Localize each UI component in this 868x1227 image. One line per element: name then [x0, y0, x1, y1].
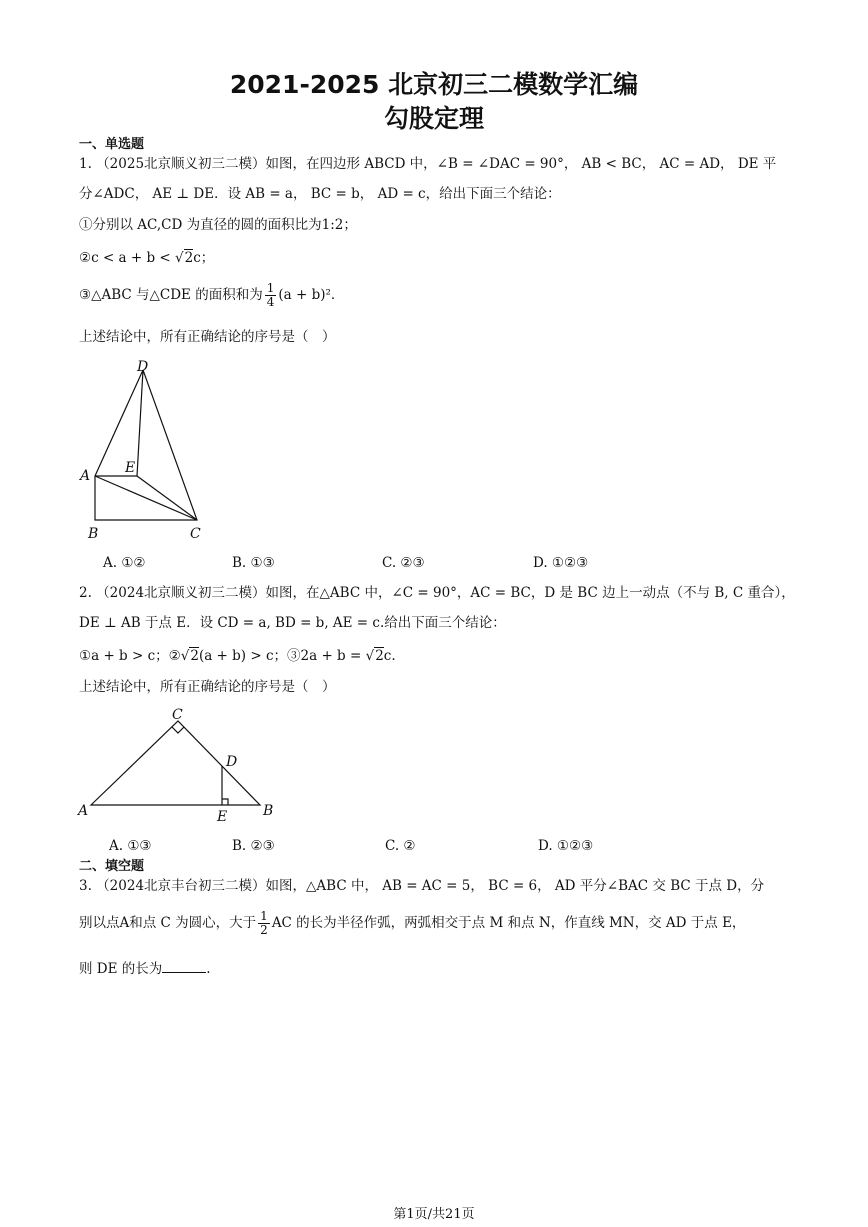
q2-l3-radicand-1: 2 — [190, 648, 199, 664]
q1-option-a[interactable]: A. ①② — [103, 555, 146, 571]
q1-c3-denominator: 4 — [266, 295, 275, 310]
q1-c3-numerator: 1 — [266, 281, 275, 295]
q3-answer-blank[interactable] — [162, 960, 206, 973]
q3-l3-end: . — [206, 961, 211, 977]
q1-conclusion-3 — [79, 282, 344, 309]
q2-option-b[interactable]: B. ②③ — [232, 838, 275, 854]
q2-right-angle-c — [172, 727, 184, 733]
q2-l3-a: ①a + b > c；②√ — [79, 648, 190, 664]
q1-c2-radicand: 2 — [184, 250, 194, 266]
q2-label-a: A — [78, 803, 89, 819]
q1-label-e: E — [125, 460, 136, 476]
q1-option-b[interactable]: B. ①③ — [232, 555, 275, 571]
q2-line3 — [79, 650, 396, 664]
q3-line1: 3. （2024北京丰台初三二模）如图，△ABC 中， AB = AC = 5， BC = 6， AD 平分∠BAC 交 BC 于点 D，分 — [79, 878, 765, 894]
q2-option-c[interactable]: C. ② — [385, 838, 416, 854]
q1-option-c[interactable]: C. ②③ — [382, 555, 425, 571]
q1-c2-post: c； — [193, 250, 215, 266]
q2-line1: 2. （2024北京顺义初三二模）如图，在△ABC 中，∠C = 90°，AC = BC，D 是 BC 边上一动点（不与 B, C 重合）， — [79, 585, 795, 601]
q2-option-a[interactable]: A. ①③ — [109, 838, 152, 854]
q2-label-c: C — [172, 707, 183, 723]
q2-option-d[interactable]: D. ①②③ — [538, 838, 594, 854]
page-number: 第1页/共21页 — [393, 1207, 475, 1222]
q3-line2 — [79, 910, 745, 937]
q1-c3-pre: ③△ABC 与△CDE 的面积和为 — [79, 287, 263, 304]
q1-figure — [70, 355, 220, 545]
page-subtitle: 勾股定理 — [383, 104, 484, 133]
q2-right-angle-e — [222, 799, 228, 805]
q2-l3-radicand-2: 2 — [375, 648, 384, 664]
q2-line2: DE ⊥ AB 于点 E．设 CD = a, BD = b, AE = c.给出下面三个结论： — [79, 615, 506, 631]
q1-line1: 1. （2025北京顺义初三二模）如图，在四边形 ABCD 中，∠B = ∠DAC = 90°， AB < BC， AC = AD， DE 平 — [79, 156, 777, 172]
q1-line2: 分∠ADC， AE ⊥ DE．设 AB = a， BC = b， AD = c，给出下面三个结论： — [79, 186, 561, 202]
q1-conclusion-1: ①分别以 AC,CD 为直径的圆的面积比为1:2； — [79, 217, 357, 233]
q2-label-b: B — [263, 803, 274, 819]
q1-segment-de — [137, 370, 143, 476]
q3-fraction — [258, 910, 270, 937]
q2-figure — [70, 705, 290, 825]
section-single-choice: 一、单选题 — [79, 137, 145, 152]
q3-l2-post: AC 的长为半径作弧，两弧相交于点 M 和点 N，作直线 MN，交 AD 于点 E， — [271, 915, 746, 932]
q3-line3 — [79, 960, 211, 977]
q1-label-d: D — [137, 359, 149, 375]
q1-c3-fraction — [265, 282, 277, 309]
q1-label-b: B — [88, 526, 99, 542]
q2-question: 上述结论中，所有正确结论的序号是（ ） — [79, 679, 336, 695]
q2-label-e: E — [217, 809, 228, 825]
section-fill-blank: 二、填空题 — [79, 859, 145, 874]
q3-denominator: 2 — [260, 923, 268, 938]
q1-question: 上述结论中，所有正确结论的序号是（ ） — [79, 329, 336, 345]
q2-l3-c: (a + b) > c；③2a + b = √ — [198, 648, 375, 664]
q1-label-a: A — [80, 468, 91, 484]
q1-conclusion-2 — [79, 252, 214, 266]
q3-numerator: 1 — [260, 909, 268, 923]
q1-c2-pre: ②c < a + b < √ — [79, 250, 184, 266]
page-title: 2021-2025 北京初三二模数学汇编 — [229, 70, 639, 99]
q2-label-d: D — [226, 754, 238, 770]
q2-l3-e: c. — [383, 648, 396, 664]
q1-option-d[interactable]: D. ①②③ — [533, 555, 589, 571]
q3-l2-pre: 别以点A和点 C 为圆心，大于 — [79, 915, 257, 932]
q1-label-c: C — [190, 526, 201, 542]
q1-c3-post: (a + b)²． — [278, 287, 345, 304]
q3-l3-text: 则 DE 的长为 — [79, 961, 163, 977]
